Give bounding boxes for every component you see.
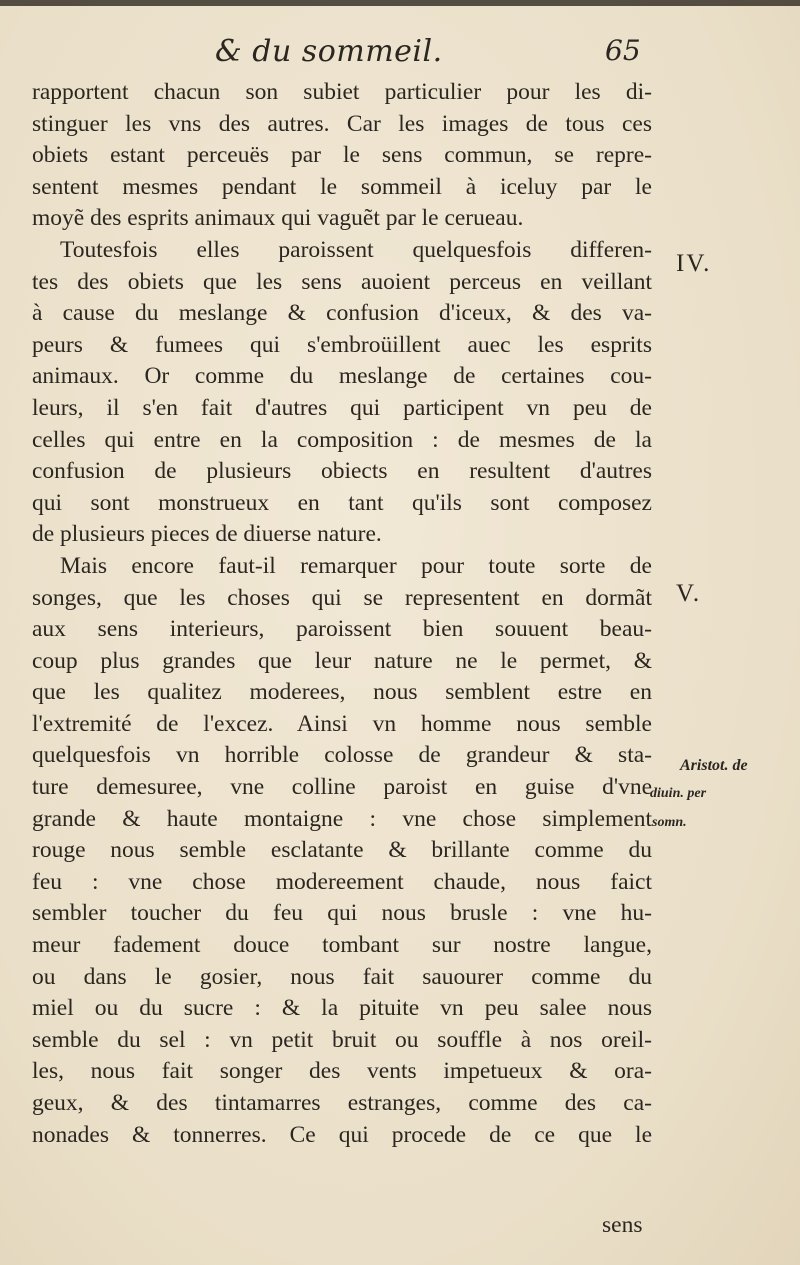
text-line: celles qui entre en la composition : de mesmes de la	[32, 426, 652, 453]
text-line: confusion de plusieurs obiects en resultent d'autres	[32, 458, 652, 485]
running-header-title: & du sommeil.	[215, 34, 443, 69]
text-line: rapportent chacun son subiet particulier pour les di-	[32, 79, 652, 105]
text-line: à cause du meslange & confusion d'iceux, & des va-	[32, 300, 652, 327]
text-line: sentent mesmes pendant le sommeil à iceluy par le	[32, 173, 652, 200]
margin-section-numeral-iv: IV.	[676, 250, 712, 277]
text-line: Toutesfois elles paroissent quelquesfois differen-	[60, 236, 652, 263]
text-line: obiets estant perceuës par le sens commun, se repre-	[32, 142, 652, 169]
margin-section-numeral-v: V.	[676, 580, 702, 607]
text-line: semble du sel : vn petit bruit ou souffle à nos oreil-	[32, 1026, 652, 1053]
text-line: quelquesfois vn horrible colosse de grandeur & sta-	[32, 742, 652, 769]
text-line: les, nous fait songer des vents impetueux & ora-	[32, 1058, 652, 1085]
text-line: de plusieurs pieces de diuerse nature.	[32, 521, 382, 548]
text-line: tes des obiets que les sens auoient perceus en veillant	[32, 268, 652, 295]
text-line: geux, & des tintamarres estranges, comme des ca-	[32, 1090, 652, 1116]
text-line: stinguer les vns des autres. Car les images de tous ces	[32, 110, 652, 137]
text-line: ou dans le gosier, nous fait sauourer comme du	[32, 963, 652, 990]
text-line: rouge nous semble esclatante & brillante comme du	[32, 837, 652, 864]
text-line: qui sont monstrueux en tant qu'ils sont composez	[32, 489, 652, 516]
text-line: feu : vne chose modereement chaude, nous faict	[32, 868, 652, 895]
text-line: aux sens interieurs, paroissent bien souuent beau-	[32, 616, 652, 643]
catchword: sens	[602, 1212, 643, 1238]
text-line: l'extremité de l'excez. Ainsi vn homme nous semble	[32, 710, 652, 737]
text-line: ture demesuree, vne colline paroist en guise d'vne	[32, 774, 652, 801]
page-top-edge	[0, 0, 800, 6]
text-line: moyẽ des esprits animaux qui vaguẽt par le cerueau.	[32, 205, 524, 232]
text-line: grande & haute montaigne : vne chose simplement	[32, 805, 652, 832]
body-text	[32, 77, 652, 1151]
page-number: 65	[605, 34, 641, 67]
text-line: songes, que les choses qui se representent en dormãt	[32, 584, 652, 611]
text-line: peurs & fumees qui s'embroüillent auec les esprits	[32, 331, 652, 358]
text-line: coup plus grandes que leur nature ne le permet, &	[32, 647, 652, 674]
text-line: animaux. Or comme du meslange de certaines cou-	[32, 363, 652, 390]
text-line: nonades & tonnerres. Ce qui procede de ce que le	[32, 1121, 652, 1148]
margin-note-line-3: somn.	[652, 815, 687, 830]
text-line: leurs, il s'en fait d'autres qui participent vn peu de	[32, 394, 652, 421]
text-line: miel ou du sucre : & la pituite vn peu salee nous	[32, 995, 652, 1022]
margin-note-line-2: diuin. per	[650, 786, 707, 801]
text-line: Mais encore faut-il remarquer pour toute sorte de	[60, 552, 652, 579]
text-line: meur fadement douce tombant sur nostre langue,	[32, 932, 652, 959]
margin-note-line-1: Aristot. de	[680, 757, 748, 774]
text-line: que les qualitez moderees, nous semblent estre en	[32, 679, 652, 706]
text-line: sembler toucher du feu qui nous brusle : vne hu-	[32, 900, 652, 927]
